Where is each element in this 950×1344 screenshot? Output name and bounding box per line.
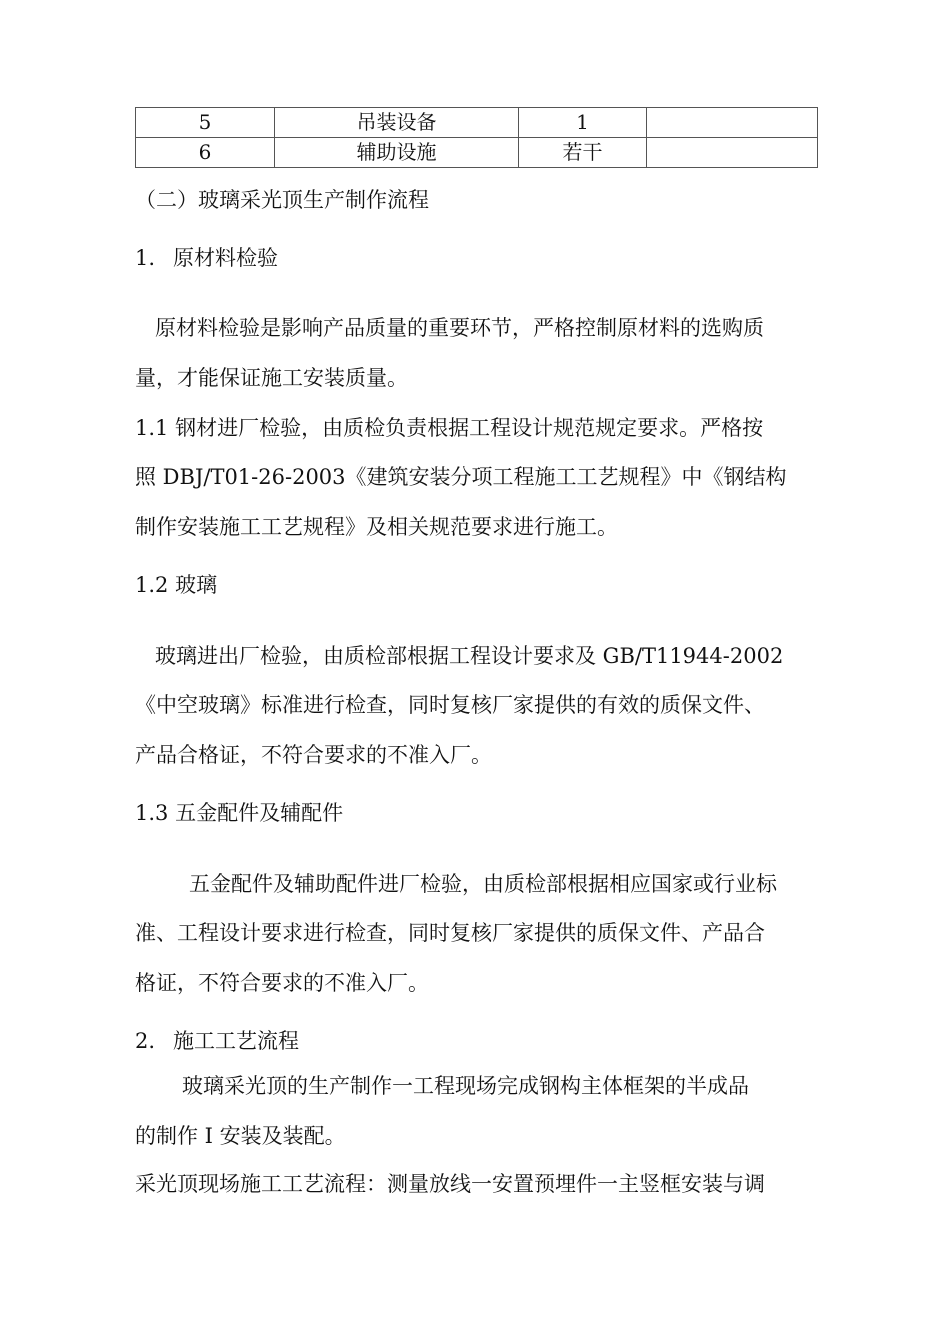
table-row <box>136 138 818 168</box>
paragraph-3-line-1: 玻璃进出厂检验，由质检部根据工程设计要求及 GB/T11944-2002 <box>155 644 784 668</box>
heading-2 <box>135 1027 299 1055</box>
table-cell-note <box>647 138 818 168</box>
heading-2-number: 2. <box>135 1029 156 1053</box>
paragraph-5-line-1: 玻璃采光顶的生产制作一工程现场完成钢构主体框架的半成品 <box>182 1074 749 1098</box>
table-cell-name: 吊装设备 <box>275 108 519 138</box>
table-row <box>136 108 818 138</box>
paragraph-2-line-1: 1.1 钢材进厂检验，由质检负责根据工程设计规范规定要求。严格按 <box>135 416 764 440</box>
paragraph-5-line-2: 的制作 I 安装及装配。 <box>135 1124 346 1148</box>
heading-2-text: 施工工艺流程 <box>173 1029 299 1053</box>
heading-1-number: 1. <box>135 246 156 270</box>
heading-1-2: 1.2 玻璃 <box>135 573 218 597</box>
paragraph-4-line-1: 五金配件及辅助配件进厂检验，由质检部根据相应国家或行业标 <box>189 872 777 896</box>
heading-1-3: 1.3 五金配件及辅配件 <box>135 801 344 825</box>
table-cell-no: 6 <box>136 138 275 168</box>
table-cell-name: 辅助设施 <box>275 138 519 168</box>
table-cell-qty: 1 <box>519 108 647 138</box>
table-cell-note <box>647 108 818 138</box>
equipment-table <box>135 107 818 168</box>
table-cell-no: 5 <box>136 108 275 138</box>
paragraph-1-line-1: 原材料检验是影响产品质量的重要环节，严格控制原材料的选购质 <box>155 316 764 340</box>
heading-1 <box>135 244 278 272</box>
paragraph-4-line-2: 准、工程设计要求进行检查，同时复核厂家提供的质保文件、产品合 <box>135 921 765 945</box>
heading-1-text: 原材料检验 <box>173 246 278 270</box>
paragraph-1-line-2: 量，才能保证施工安装质量。 <box>135 366 408 390</box>
paragraph-3-line-3: 产品合格证，不符合要求的不准入厂。 <box>135 743 492 767</box>
paragraph-6-line-1: 采光顶现场施工工艺流程：测量放线一安置预埋件一主竖框安装与调 <box>135 1172 765 1196</box>
section-title: （二）玻璃采光顶生产制作流程 <box>135 188 429 212</box>
paragraph-4-line-3: 格证，不符合要求的不准入厂。 <box>135 971 429 995</box>
table-cell-qty: 若干 <box>519 138 647 168</box>
paragraph-2-line-3: 制作安装施工工艺规程》及相关规范要求进行施工。 <box>135 515 618 539</box>
paragraph-3-line-2: 《中空玻璃》标准进行检查，同时复核厂家提供的有效的质保文件、 <box>135 693 765 717</box>
paragraph-2-line-2: 照 DBJ/T01-26-2003《建筑安装分项工程施工工艺规程》中《钢结构 <box>135 465 787 489</box>
